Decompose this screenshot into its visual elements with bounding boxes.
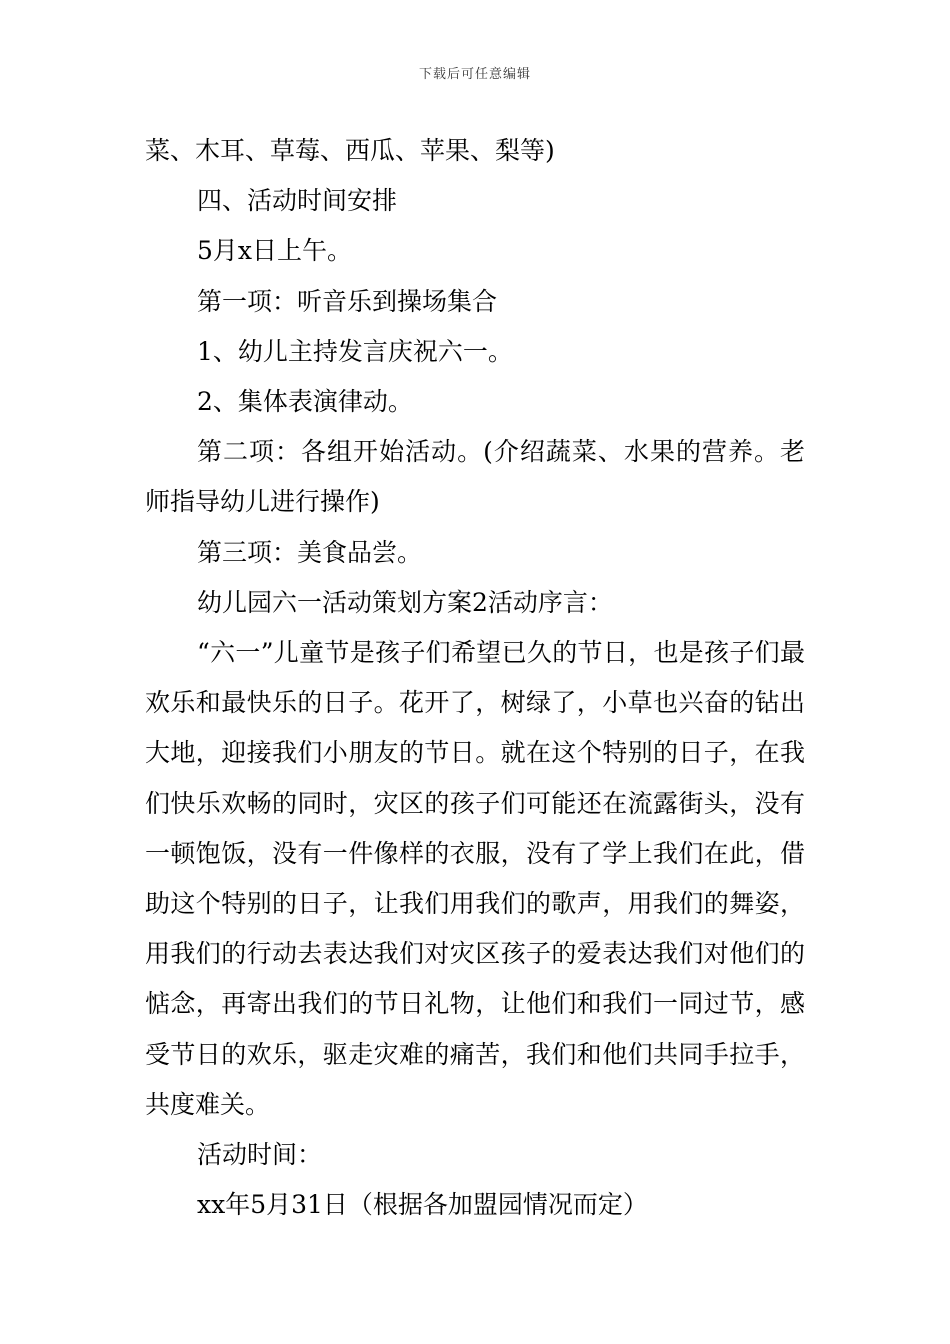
paragraph-activity-time-label: 活动时间： [197,1140,323,1170]
page-header: 下载后可任意编辑 [418,67,531,82]
paragraph-date: 5月x日上午。 [197,236,353,266]
section-heading-schedule: 四、活动时间安排 [197,186,398,216]
paragraph-continuation: 菜、木耳、草莓、西瓜、苹果、梨等) [145,136,555,165]
paragraph-item-two: 第二项：各组开始活动。(介绍蔬菜、水果的营养。老师指导幼儿进行操作) [145,437,805,517]
paragraph-item-three: 第三项：美食品尝。 [197,537,423,567]
section-title-plan-2: 幼儿园六一活动策划方案2活动序言： [197,587,613,617]
document-body [145,126,805,1230]
paragraph-step-2: 2、集体表演律动。 [197,387,413,417]
paragraph-item-one: 第一项：听音乐到操场集合 [197,286,498,316]
paragraph-preface: “六一”儿童节是孩子们希望已久的节日，也是孩子们最欢乐和最快乐的日子。花开了，树绿了，小草也兴奋的钻出大地，迎接我们小朋友的节日。就在这个特别的日子，在我们快乐欢畅的同时，灾区的孩子们可能还在流露街头，没有一顿饱饭，没有一件像样的衣服，没有了学上我们在此，借助这个特别的日子，让我们用我们的歌声，用我们的舞姿，用我们的行动去表达我们对灾区孩子的爱表达我们对他们的惦念，再寄出我们的节日礼物，让他们和我们一同过节，感受节日的欢乐，驱走灾难的痛苦，我们和他们共同手拉手，共度难关。 [145,638,805,1119]
paragraph-activity-date: xx年5月31日（根据各加盟园情况而定） [197,1190,648,1220]
paragraph-step-1: 1、幼儿主持发言庆祝六一。 [197,336,513,366]
